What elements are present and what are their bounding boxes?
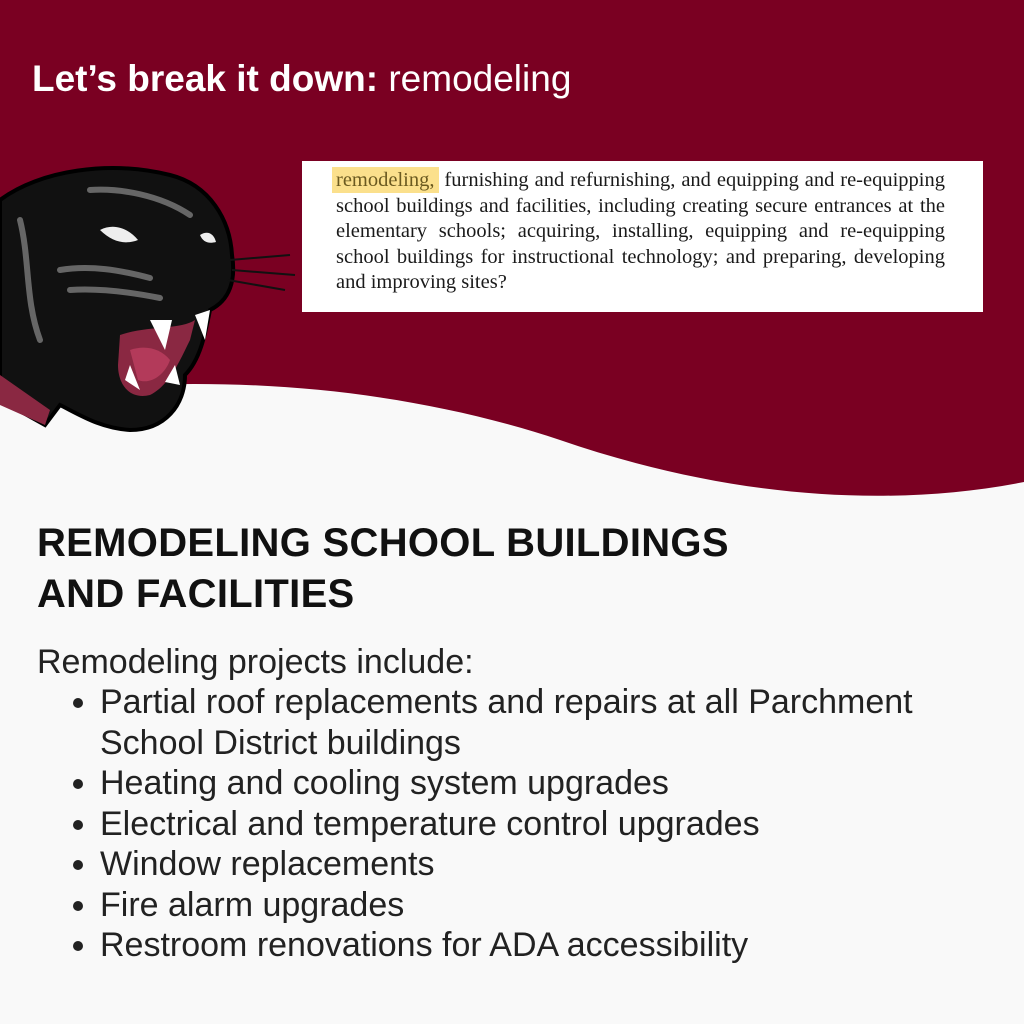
list-item: • Partial roof replacements and repairs at all Parchment School District buildings: [100, 682, 920, 763]
heading-line-2: AND FACILITIES: [37, 572, 355, 616]
excerpt-text: furnishing and refurnishing, and equipping and re-equipping school buildings and facilities, including creating secure entrances at the elementary schools; acquiring, installing, equipping and re-equipping school buildings for instructional technology; and preparing, developing and improving sites?: [336, 169, 945, 293]
project-list: [62, 682, 920, 966]
title-light: remodeling: [378, 58, 572, 99]
heading-line-1: REMODELING SCHOOL BUILDINGS: [37, 521, 729, 565]
ballot-excerpt: [302, 161, 983, 312]
panther-mascot-logo: [0, 160, 300, 440]
list-item: • Restroom renovations for ADA accessibility: [100, 925, 920, 966]
intro-text: Remodeling projects include:: [37, 643, 474, 681]
title-bold: Let’s break it down:: [32, 58, 379, 99]
section-heading: [37, 518, 937, 620]
list-item: • Electrical and temperature control upgrades: [100, 804, 920, 845]
highlighted-word: remodeling,: [332, 167, 439, 193]
list-item: • Fire alarm upgrades: [100, 885, 920, 926]
list-item: • Heating and cooling system upgrades: [100, 763, 920, 804]
list-item: • Window replacements: [100, 844, 920, 885]
page-title: [32, 58, 571, 100]
